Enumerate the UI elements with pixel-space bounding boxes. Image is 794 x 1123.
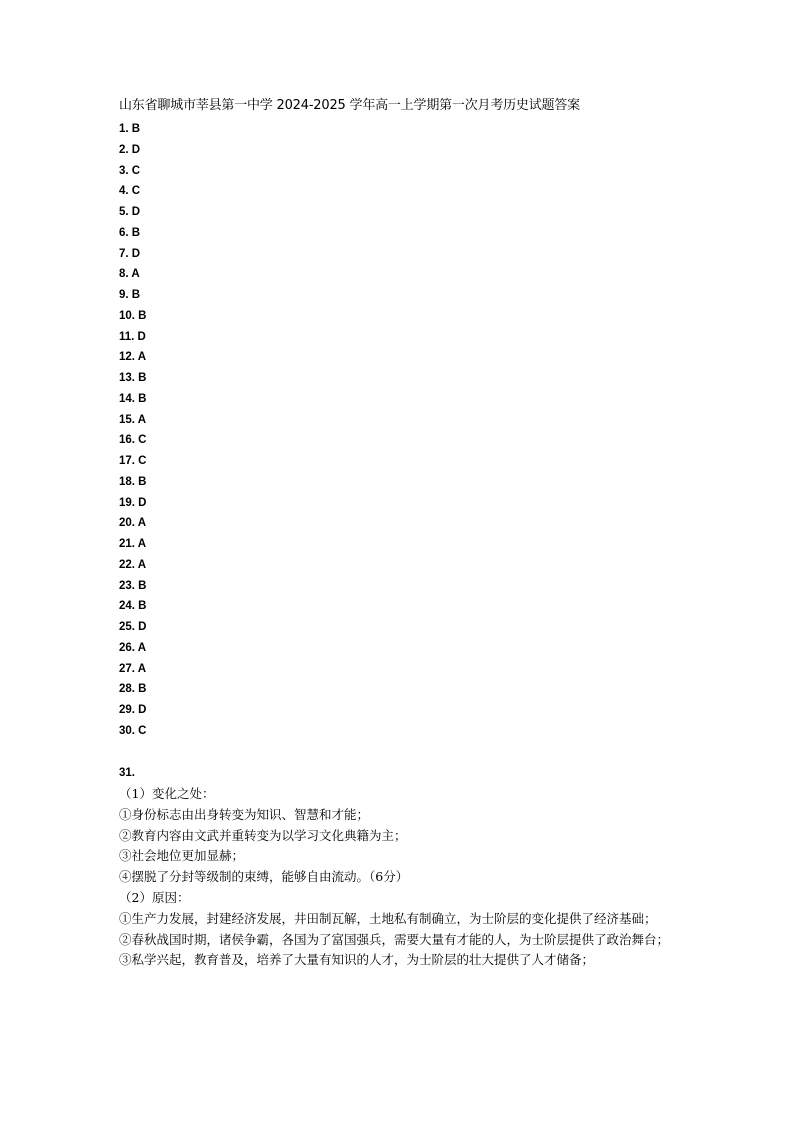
- answer-item: 24. B: [119, 600, 147, 613]
- answer-item: 28. B: [119, 683, 147, 696]
- part2-item: ③私学兴起，教育普及，培养了大量有知识的人才，为士阶层的壮大提供了人才储备；: [119, 952, 595, 968]
- answer-item: 1. B: [119, 123, 141, 135]
- document-title: 山东省聊城市莘县第一中学 2024-2025 学年高一上学期第一次月考历史试题答案: [119, 98, 580, 113]
- part1-item: ④摆脱了分封等级制的束缚，能够自由流动。（6分）: [119, 869, 409, 885]
- answer-item: 12. A: [119, 351, 147, 364]
- answer-item: 2. D: [119, 143, 141, 156]
- part1-item: ①身份标志由出身转变为知识、智慧和才能；: [119, 806, 370, 822]
- answer-item: 22. A: [119, 558, 147, 571]
- answer-item: 15. A: [119, 413, 147, 426]
- answer-item: 25. D: [119, 621, 147, 633]
- answer-item: 18. B: [119, 475, 147, 488]
- answer-item: 21. A: [119, 538, 147, 550]
- answer-item: 16. C: [119, 434, 147, 447]
- answer-item: 27. A: [119, 662, 147, 675]
- answer-item: 11. D: [119, 330, 146, 343]
- answer-item: 14. B: [119, 392, 147, 405]
- question-31-number: 31.: [119, 767, 135, 779]
- answer-list: [119, 119, 147, 742]
- part1-item: ③社会地位更加显赫；: [119, 848, 245, 864]
- answer-item: 5. D: [119, 206, 141, 218]
- question-31-answer: [119, 784, 679, 971]
- answer-item: 26. A: [119, 641, 147, 654]
- answer-item: 23. B: [119, 579, 147, 592]
- answer-item: 3. C: [119, 164, 141, 177]
- answer-item: 29. D: [119, 704, 147, 716]
- part2-item: ①生产力发展，封建经济发展，井田制瓦解，土地私有制确立，为士阶层的变化提供了经济基础；: [119, 910, 657, 926]
- answer-item: 7. D: [119, 247, 141, 260]
- answer-item: 19. D: [119, 496, 147, 509]
- part1-item: ②教育内容由文武并重转变为以学习文化典籍为主；: [119, 827, 407, 843]
- answer-item: 20. A: [119, 517, 147, 530]
- answer-item: 17. C: [119, 455, 147, 467]
- part2-heading: （2）原因：: [119, 889, 190, 905]
- answer-item: 4. C: [119, 185, 141, 198]
- part2-item: ②春秋战国时期，诸侯争霸，各国为了富国强兵，需要大量有才能的人，为士阶层提供了政治舞台；: [119, 931, 670, 947]
- answer-item: 30. C: [119, 724, 147, 737]
- answer-item: 6. B: [119, 226, 141, 239]
- answer-item: 8. A: [119, 268, 140, 281]
- answer-item: 13. B: [119, 372, 147, 384]
- answer-item: 9. B: [119, 289, 141, 301]
- answer-item: 10. B: [119, 309, 147, 322]
- part1-heading: （1）变化之处：: [119, 786, 215, 801]
